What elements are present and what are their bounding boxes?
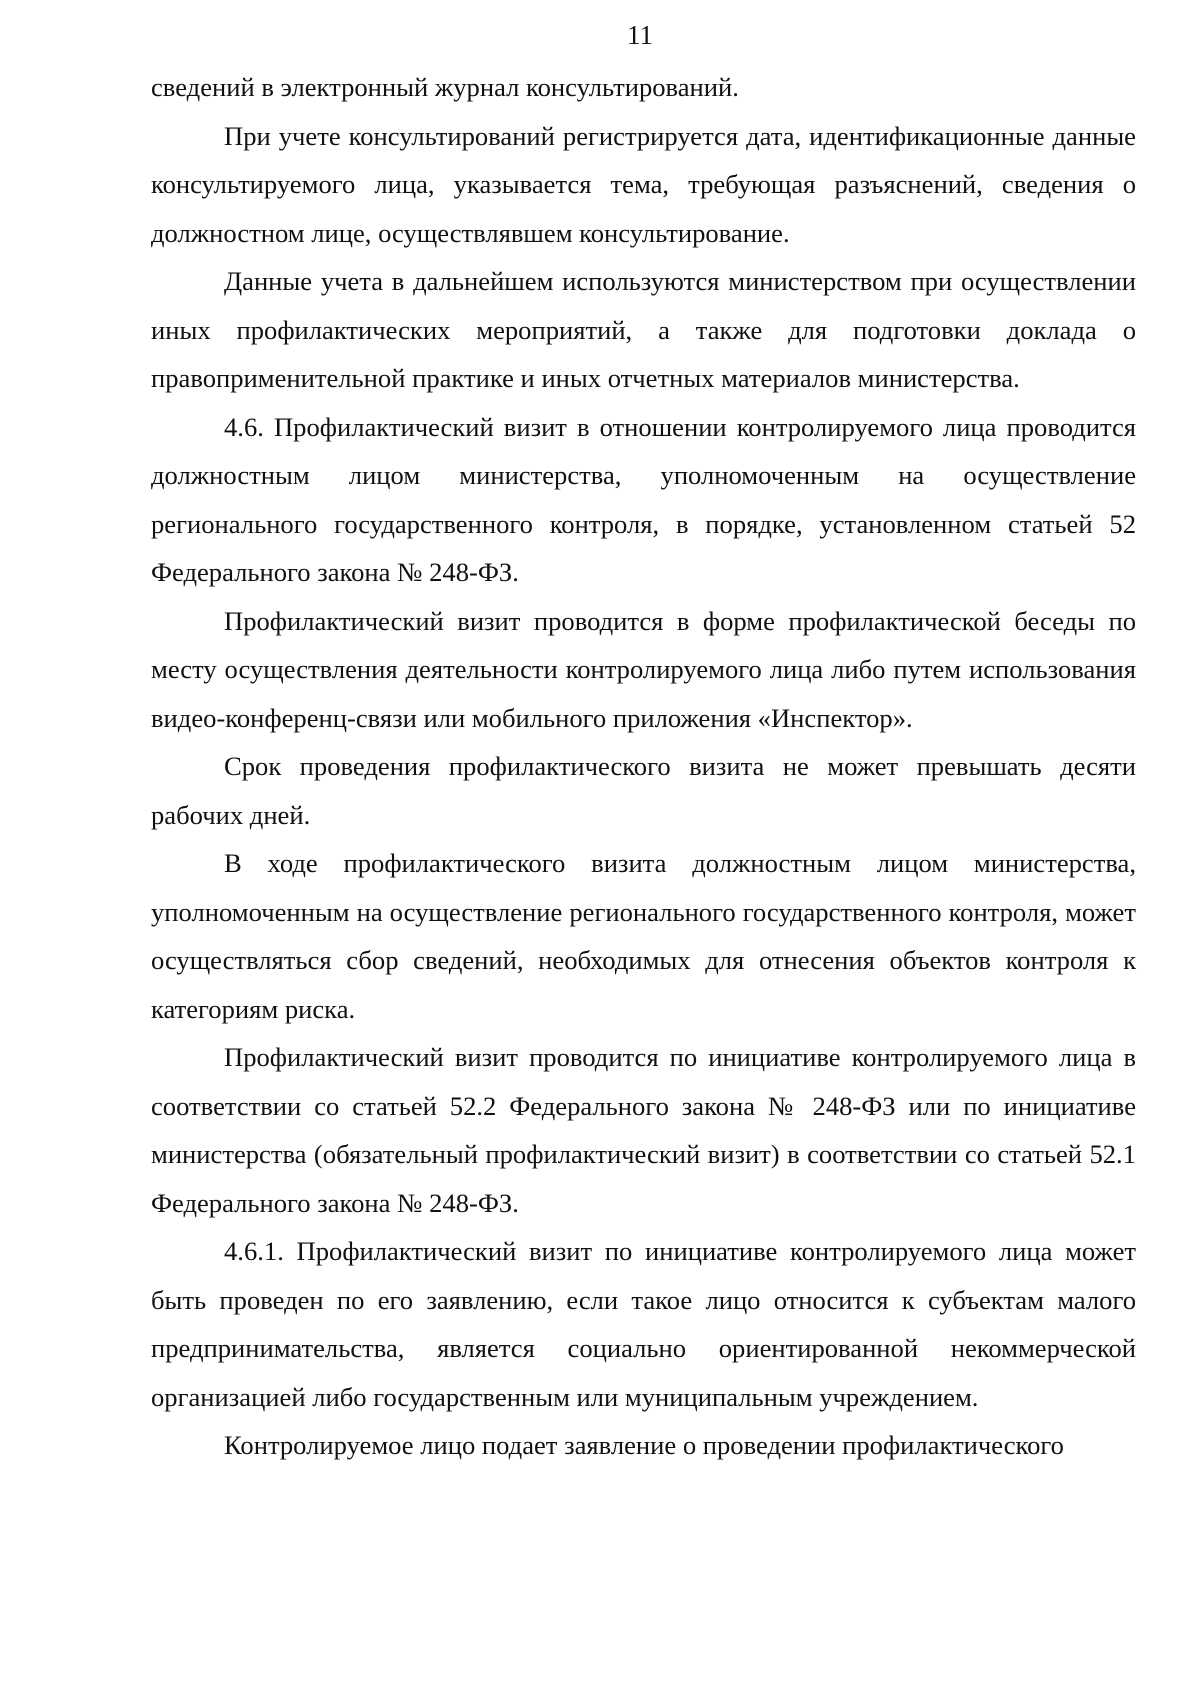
paragraph-visit-form: Профилактический визит проводится в форме профилактической беседы по месту осуществления деятельности контролируемого лица либо путем использования видео-конференц-связи или мобильного приложения «Инспектор».	[151, 605, 1136, 733]
paragraph-4-6-preventive-visit: 4.6. Профилактический визит в отношении контролируемого лица проводится должностным лицом министерства, уполномоченным на осуществление регионального государственного контроля, в порядке, установленном статьей 52 Федерального закона № 248-ФЗ.	[151, 411, 1136, 587]
document-body	[151, 63, 1136, 1470]
paragraph-application-submission: Контролируемое лицо подает заявление о проведении профилактического	[224, 1430, 1064, 1460]
paragraph-accounting-data-use: Данные учета в дальнейшем используются министерством при осуществлении иных профилактических мероприятий, а также для подготовки доклада о правоприменительной практике и иных отчетных материалов министерства.	[151, 266, 1136, 393]
paragraph-visit-initiative: Профилактический визит проводится по инициативе контролируемого лица в соответствии со статьей 52.2 Федерального закона № 248-ФЗ или по инициативе министерства (обязательный профилактический визит) в соответствии со статьей 52.1 Федерального закона № 248-ФЗ.	[151, 1042, 1136, 1218]
paragraph-risk-data-collection: В ходе профилактического визита должностным лицом министерства, уполномоченным на осуществление регионального государственного контроля, может осуществляться сбор сведений, необходимых для отнесения объектов контроля к категориям риска.	[151, 848, 1136, 1024]
paragraph-continuation: сведений в электронный журнал консультирований.	[151, 72, 739, 102]
paragraph-4-6-1-visit-on-request: 4.6.1. Профилактический визит по инициативе контролируемого лица может быть проведен по его заявлению, если такое лицо относится к субъектам малого предпринимательства, является социально ориентированной некоммерческой организацией либо государственным или муниципальным учреждением.	[151, 1236, 1136, 1412]
paragraph-visit-duration: Срок проведения профилактического визита не может превышать десяти рабочих дней.	[151, 751, 1136, 830]
paragraph-consultation-registration: При учете консультирований регистрируется дата, идентификационные данные консультируемого лица, указывается тема, требующая разъяснений, сведения о должностном лице, осуществлявшем консультирование.	[151, 120, 1136, 248]
page-number: 11	[627, 20, 653, 50]
